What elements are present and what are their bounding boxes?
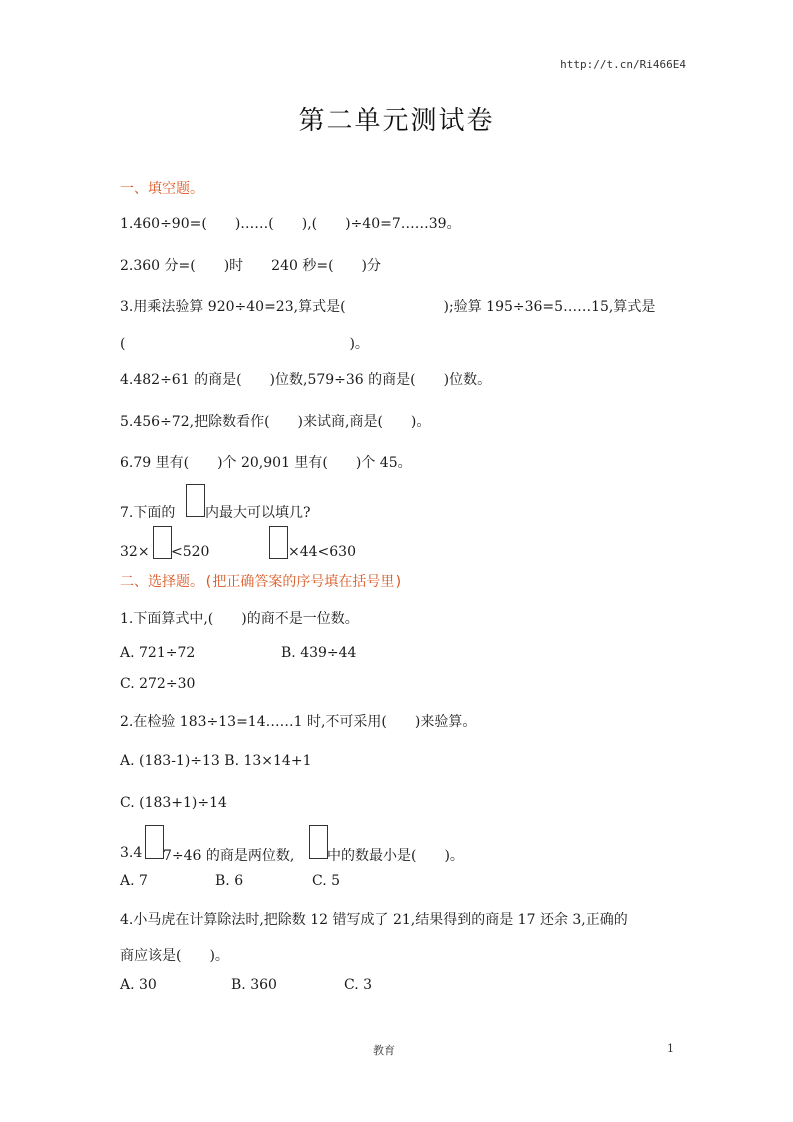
header-url: http://t.cn/Ri466E4 [560, 58, 686, 71]
s1-question-1: 1.460÷90=( )……( ),( )÷40=7……39。 [120, 216, 461, 232]
s1-question-2: 2.360 分=( )时 240 秒=( )分 [120, 258, 382, 274]
blank-box [186, 484, 205, 517]
blank-box [309, 825, 328, 859]
s2-q3-option-b: B. 6 [215, 873, 244, 889]
blank-box [145, 825, 164, 859]
footer-label: 教育 [373, 1044, 395, 1057]
page-title: 第二单元测试卷 [298, 106, 495, 136]
page-number: 1 [667, 1042, 674, 1055]
s2-question-3-part-b: 7÷46 的商是两位数, [163, 848, 295, 864]
s2-question-4-line1: 4.小马虎在计算除法时,把除数 12 错写成了 21,结果得到的商是 17 还余 3,正确的 [120, 912, 628, 928]
q7-expression-2-right: ×44<630 [288, 544, 356, 560]
section2-heading: 二、选择题。(把正确答案的序号填在括号里) [120, 574, 403, 590]
q7-expression-1-right: <520 [171, 544, 210, 560]
section1-heading: 一、填空题。 [120, 181, 204, 197]
s1-question-6: 6.79 里有( )个 20,901 里有( )个 45。 [120, 455, 412, 471]
s2-q3-option-c: C. 5 [312, 873, 341, 889]
s2-q4-option-a: A. 30 [120, 977, 157, 993]
s1-question-7-prefix: 7.下面的 [120, 505, 176, 521]
s2-q1-option-a: A. 721÷72 [120, 645, 196, 661]
s1-question-4: 4.482÷61 的商是( )位数,579÷36 的商是( )位数。 [120, 372, 492, 388]
s2-question-3-part-a: 3.4 [120, 845, 143, 861]
s2-q2-option-c: C. (183+1)÷14 [120, 795, 227, 811]
s2-q4-option-b: B. 360 [231, 977, 277, 993]
s2-q2-options-ab: A. (183-1)÷13 B. 13×14+1 [120, 753, 312, 769]
s1-question-3-line1: 3.用乘法验算 920÷40=23,算式是( );验算 195÷36=5……15,算式是 [120, 299, 656, 315]
blank-box [153, 526, 172, 559]
s2-question-2: 2.在检验 183÷13=14……1 时,不可采用( )来验算。 [120, 714, 477, 730]
blank-box [269, 526, 288, 559]
s2-q1-option-c: C. 272÷30 [120, 676, 196, 692]
s1-question-7-suffix: 内最大可以填几? [205, 505, 311, 521]
s2-q4-option-c: C. 3 [344, 977, 373, 993]
s2-q3-option-a: A. 7 [120, 873, 148, 889]
s2-q1-option-b: B. 439÷44 [281, 645, 357, 661]
s2-question-4-line2: 商应该是( )。 [120, 948, 229, 964]
s1-question-3-line2: ( )。 [120, 336, 369, 352]
q7-expression-1-left: 32× [120, 544, 150, 560]
s2-question-1: 1.下面算式中,( )的商不是一位数。 [120, 611, 359, 627]
s1-question-5: 5.456÷72,把除数看作( )来试商,商是( )。 [120, 414, 431, 430]
s2-question-3-part-c: 中的数最小是( )。 [327, 848, 464, 864]
